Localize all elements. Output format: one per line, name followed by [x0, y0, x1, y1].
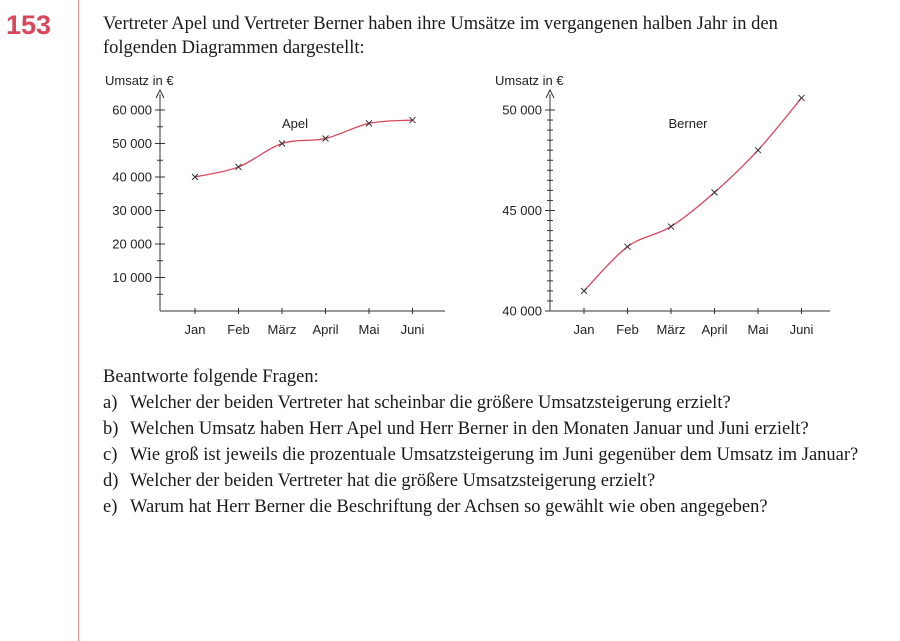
- chart-berner: [495, 73, 830, 337]
- question-text: Welcher der beiden Vertreter hat die größere Umsatzsteigerung erzielt?: [130, 471, 656, 491]
- y-tick-label: 40 000: [112, 169, 152, 185]
- question-list: [103, 391, 863, 519]
- question-label: a): [103, 393, 118, 413]
- question-text: Welchen Umsatz haben Herr Apel und Herr Berner in den Monaten Januar und Juni erzielt?: [130, 419, 809, 439]
- data-point-marker: [668, 224, 674, 230]
- x-tick-label: Jan: [573, 322, 595, 337]
- y-tick-label: 50 000: [112, 136, 152, 151]
- data-point-marker: [755, 147, 761, 153]
- x-tick-label: Mai: [358, 322, 380, 337]
- y-axis-label: Umsatz in €: [495, 73, 564, 88]
- question-d: [103, 469, 863, 493]
- series-annotation: Apel: [281, 116, 309, 131]
- question-text: Warum hat Herr Berner die Beschriftung der Achsen so gewählt wie oben angegeben?: [130, 497, 768, 517]
- series-annotation: Berner: [668, 116, 708, 131]
- question-label: d): [103, 471, 119, 491]
- question-c: [103, 443, 863, 467]
- questions-intro: Beantworte folgende Fragen:: [103, 367, 319, 387]
- data-point-marker: [712, 189, 718, 195]
- y-tick-label: 10 000: [112, 270, 152, 285]
- data-point-marker: [799, 95, 805, 101]
- question-text: Wie groß ist jeweils die prozentuale Umsatzsteigerung im Juni gegenüber dem Umsatz im Januar?: [130, 445, 859, 465]
- chart-apel: [105, 73, 445, 337]
- x-tick-label: Feb: [227, 322, 250, 337]
- y-axis-label: Umsatz in €: [105, 73, 174, 88]
- y-tick-label: 45 000: [502, 203, 542, 218]
- x-tick-label: Mai: [747, 322, 769, 337]
- x-tick-label: Juni: [789, 322, 814, 337]
- question-label: b): [103, 419, 119, 439]
- y-tick-label: 20 000: [112, 236, 152, 252]
- x-tick-label: April: [701, 322, 728, 337]
- x-tick-label: März: [656, 322, 686, 337]
- data-point-marker: [581, 288, 587, 294]
- question-label: e): [103, 497, 118, 517]
- data-point-marker: [625, 244, 631, 250]
- question-label: c): [103, 445, 118, 465]
- question-b: [103, 417, 863, 441]
- questions: [103, 365, 863, 521]
- data-point-marker: [236, 164, 242, 170]
- task-intro: Vertreter Apel und Vertreter Berner haben ihre Umsätze im vergangenen halben Jahr in den folgenden Diagrammen dargestellt:: [103, 14, 778, 58]
- question-a: [103, 391, 863, 415]
- y-tick-label: 30 000: [112, 203, 152, 218]
- y-tick-label: 40 000: [502, 303, 542, 319]
- y-tick-label: 50 000: [502, 102, 542, 118]
- x-tick-label: Juni: [400, 322, 425, 337]
- task-number: 153: [6, 10, 52, 40]
- x-tick-label: Feb: [616, 322, 639, 337]
- question-text: Welcher der beiden Vertreter hat scheinbar die größere Umsatzsteigerung erzielt?: [130, 393, 731, 413]
- x-tick-label: März: [267, 322, 297, 337]
- y-tick-label: 60 000: [112, 102, 152, 118]
- question-e: [103, 495, 863, 519]
- x-tick-label: Jan: [184, 322, 206, 337]
- x-tick-label: April: [312, 322, 339, 337]
